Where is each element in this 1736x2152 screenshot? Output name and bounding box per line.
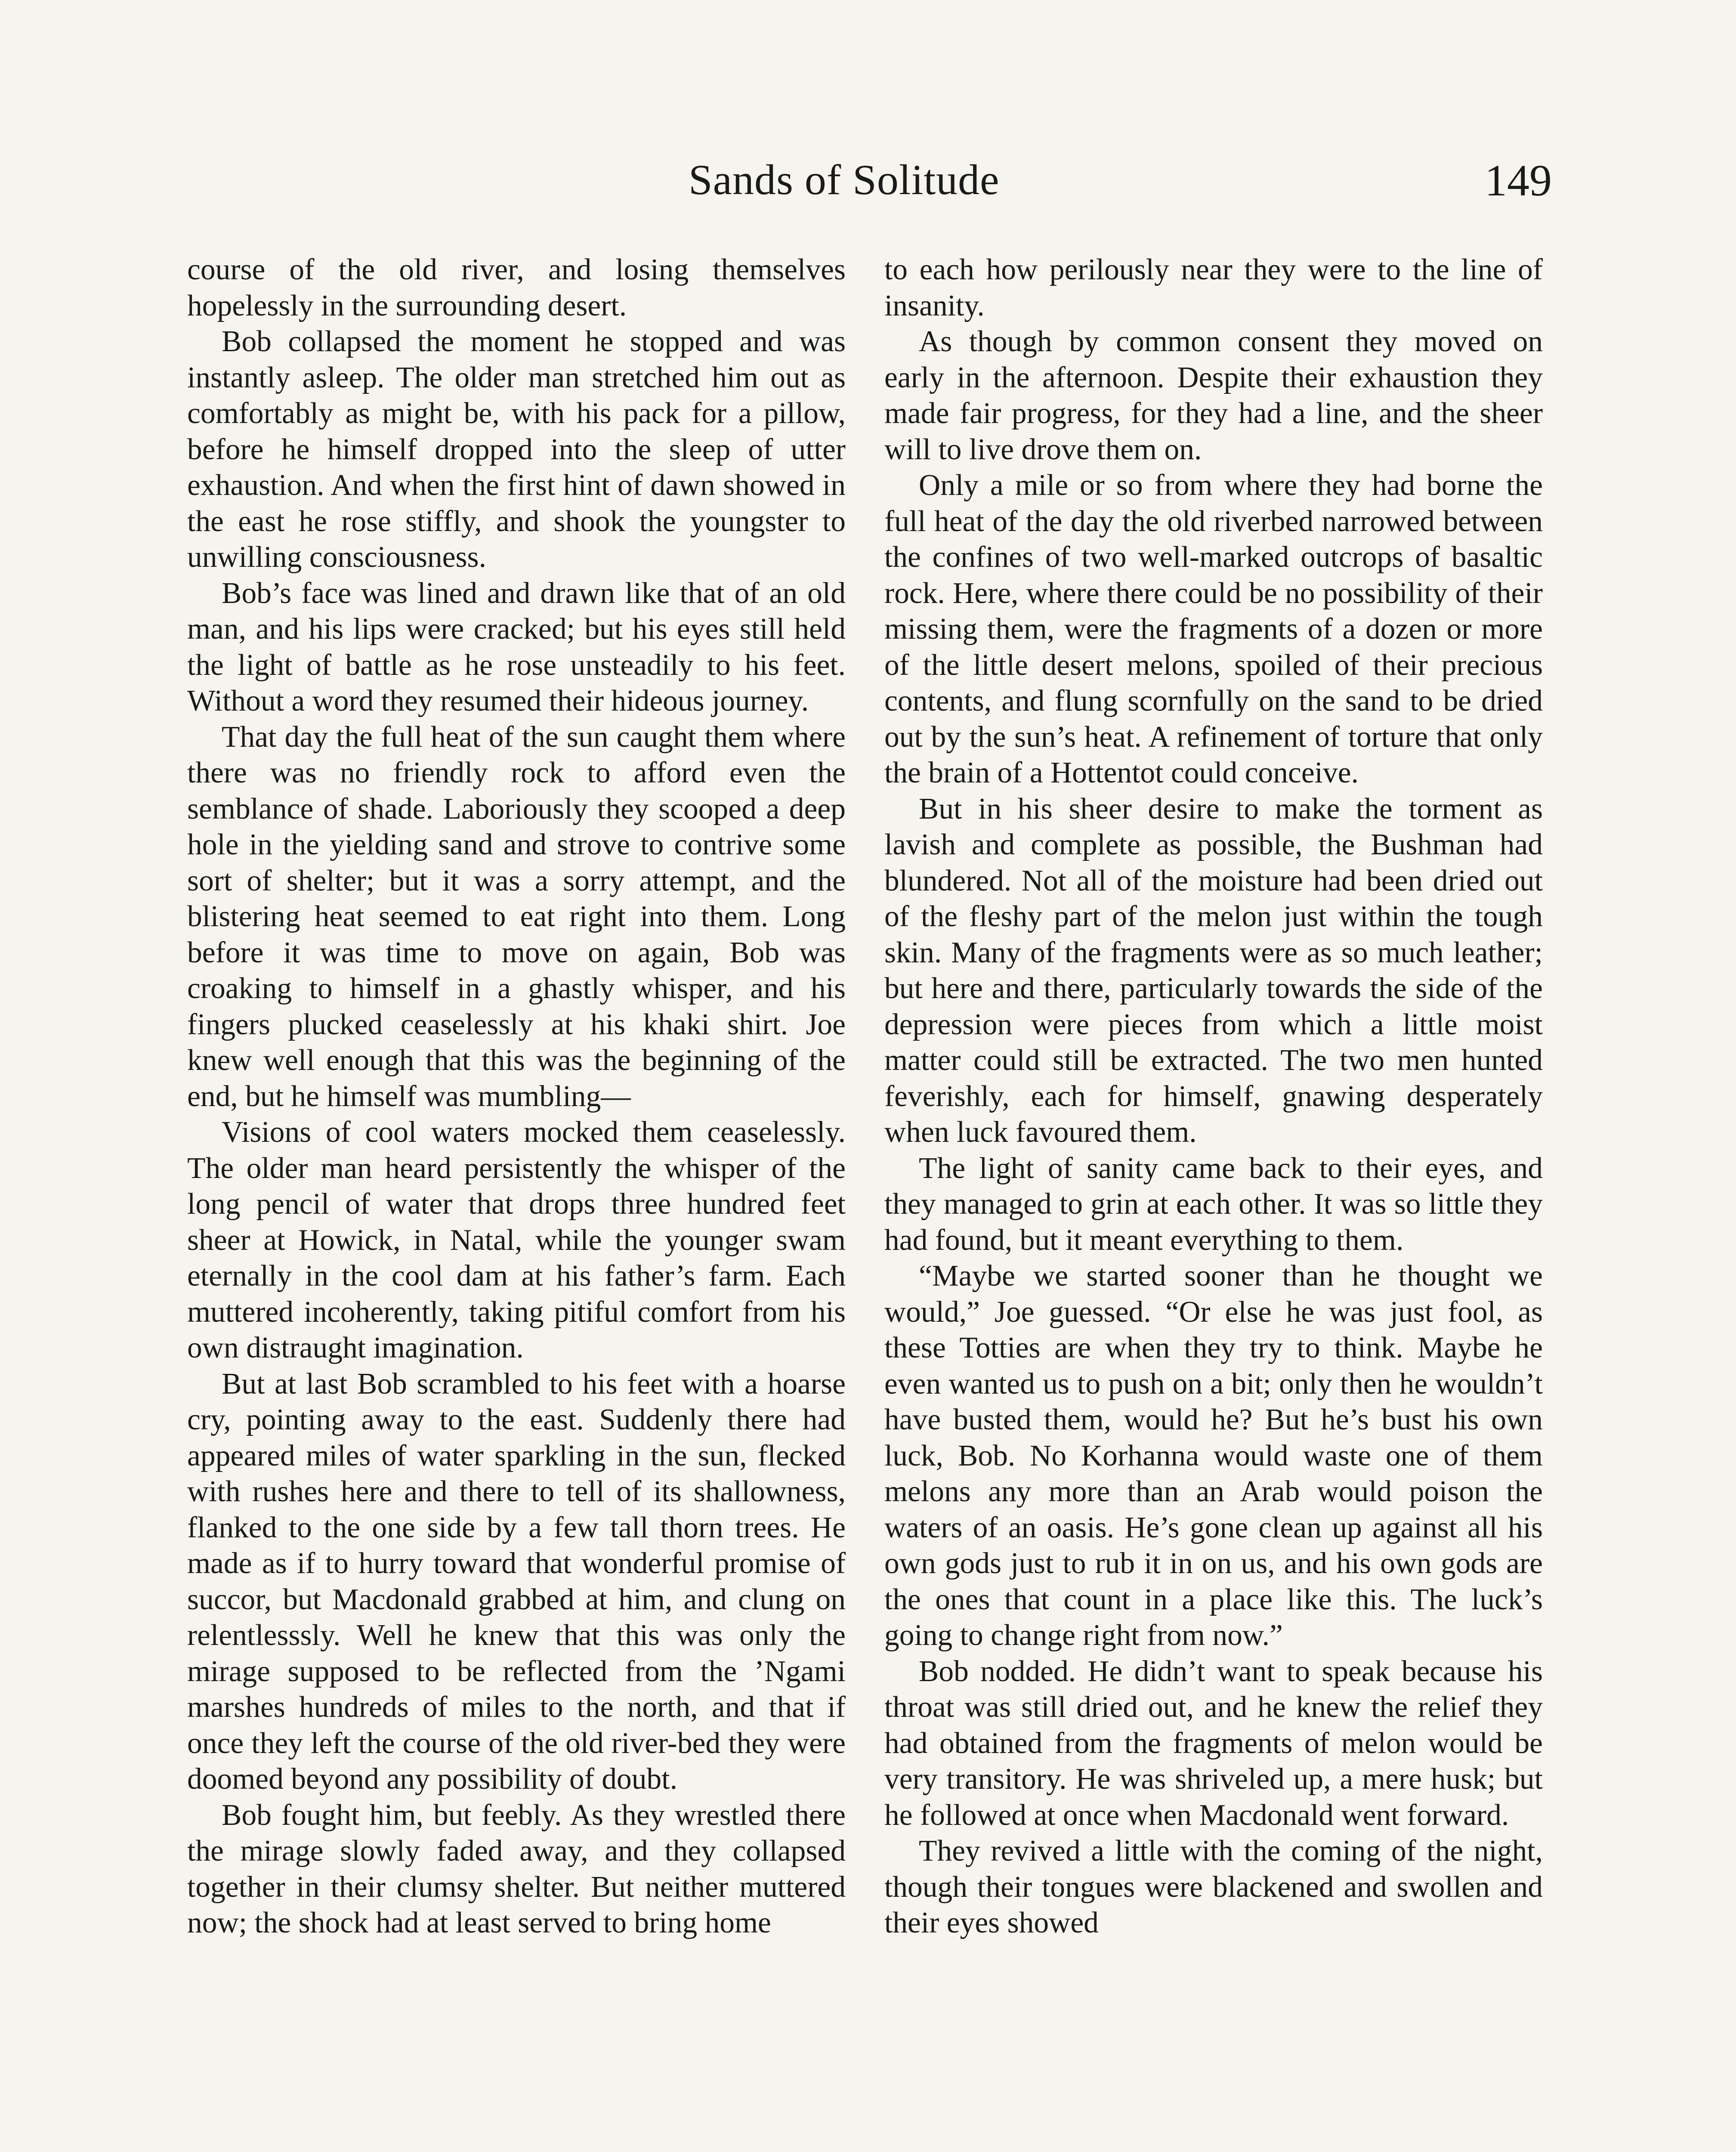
paragraph: As though by common consent they moved on early in the afternoon. Despite their exhaustion they made fair progress, for they had a line, and the sheer will to live drove them on. bbox=[884, 325, 1543, 466]
right-column bbox=[884, 252, 1543, 1941]
page-number: 149 bbox=[1485, 156, 1552, 205]
paragraph: Bob’s face was lined and drawn like that of an old man, and his lips were cracked; but his eyes still held the light of battle as he rose unsteadily to his feet. Without a word they resumed their hideous journey. bbox=[187, 576, 846, 717]
paragraph: Visions of cool waters mocked them ceaselessly. The older man heard persistently the whisper of the long pencil of water that drops three hundred feet sheer at Howick, in Natal, while the younger swam eternally in the cool dam at his father’s farm. Each muttered incoherently, taking pitiful comfort from his own distraught imagination. bbox=[187, 1116, 846, 1364]
running-title: Sands of Solitude bbox=[689, 156, 1000, 204]
paragraph: Only a mile or so from where they had borne the full heat of the day the old riverbed narrowed between the confines of two well-marked outcrops of basaltic rock. Here, where there could be no possibility of their missing them, were the fragments of a dozen or more of the little desert melons, spoiled of their precious contents, and flung scornfully on the sand to be dried out by the sun’s heat. A refinement of torture that only the brain of a Hottentot could conceive. bbox=[884, 469, 1543, 789]
page-header bbox=[0, 0, 1736, 241]
paragraph: But at last Bob scrambled to his feet with a hoarse cry, pointing away to the east. Suddenly there had appeared miles of water sparkling in the sun, flecked with rushes here and there to tell of its shallowness, flanked to the one side by a few tall thorn trees. He made as if to hurry toward that wonderful promise of succor, but Macdonald grabbed at him, and clung on relentlesssly. Well he knew that this was only the mirage supposed to be reflected from the ’Ngami marshes hundreds of miles to the north, and that if once they left the course of the old river-bed they were doomed beyond any possibility of doubt. bbox=[187, 1367, 846, 1796]
paragraph: They revived a little with the coming of the night, though their tongues were blackened and swollen and their eyes showed bbox=[884, 1834, 1543, 1939]
paragraph: The light of sanity came back to their eyes, and they managed to grin at each other. It was so little they had found, but it meant everything to them. bbox=[884, 1151, 1543, 1257]
paragraph: course of the old river, and losing themselves hopelessly in the surrounding desert. bbox=[187, 253, 846, 322]
paragraph: But in his sheer desire to make the torment as lavish and complete as possible, the Bushman had blundered. Not all of the moisture had been dried out of the fleshy part of the melon just within the tough skin. Many of the fragments were as so much leather; but here and there, particularly towards the side of the depression were pieces from which a little moist matter could still be extracted. The two men hunted feverishly, each for himself, gnawing desperately when luck favoured them. bbox=[884, 792, 1543, 1149]
paragraph: to each how perilously near they were to the line of insanity. bbox=[884, 253, 1543, 322]
paragraph: “Maybe we started sooner than he thought we would,” Joe guessed. “Or else he was just fool, as these Totties are when they try to think. Maybe he even wanted us to push on a bit; only then he wouldn’t have busted them, would he? But he’s bust his own luck, Bob. No Korhanna would waste one of them melons any more than an Arab would poison the waters of an oasis. He’s gone clean up against all his own gods just to rub it in on us, and his own gods are the ones that count in a place like this. The luck’s going to change right from now.” bbox=[884, 1259, 1543, 1652]
paragraph: Bob nodded. He didn’t want to speak because his throat was still dried out, and he knew the relief they had obtained from the fragments of melon would be very transitory. He was shriveled up, a mere husk; but he followed at once when Macdonald went forward. bbox=[884, 1654, 1543, 1832]
left-column bbox=[187, 252, 846, 1941]
paragraph: Bob fought him, but feebly. As they wrestled there the mirage slowly faded away, and they collapsed together in their clumsy shelter. But neither muttered now; the shock had at least served to bring home bbox=[187, 1798, 846, 1939]
paragraph: That day the full heat of the sun caught them where there was no friendly rock to afford even the semblance of shade. Laboriously they scooped a deep hole in the yielding sand and strove to contrive some sort of shelter; but it was a sorry attempt, and the blistering heat seemed to eat right into them. Long before it was time to move on again, Bob was croaking to himself in a ghastly whisper, and his fingers plucked ceaselessly at his khaki shirt. Joe knew well enough that this was the beginning of the end, but he himself was mumbling— bbox=[187, 720, 846, 1113]
paragraph: Bob collapsed the moment he stopped and was instantly asleep. The older man stretched him out as comfortably as might be, with his pack for a pillow, before he himself dropped into the sleep of utter exhaustion. And when the first hint of dawn showed in the east he rose stiffly, and shook the youngster to unwilling consciousness. bbox=[187, 325, 846, 574]
